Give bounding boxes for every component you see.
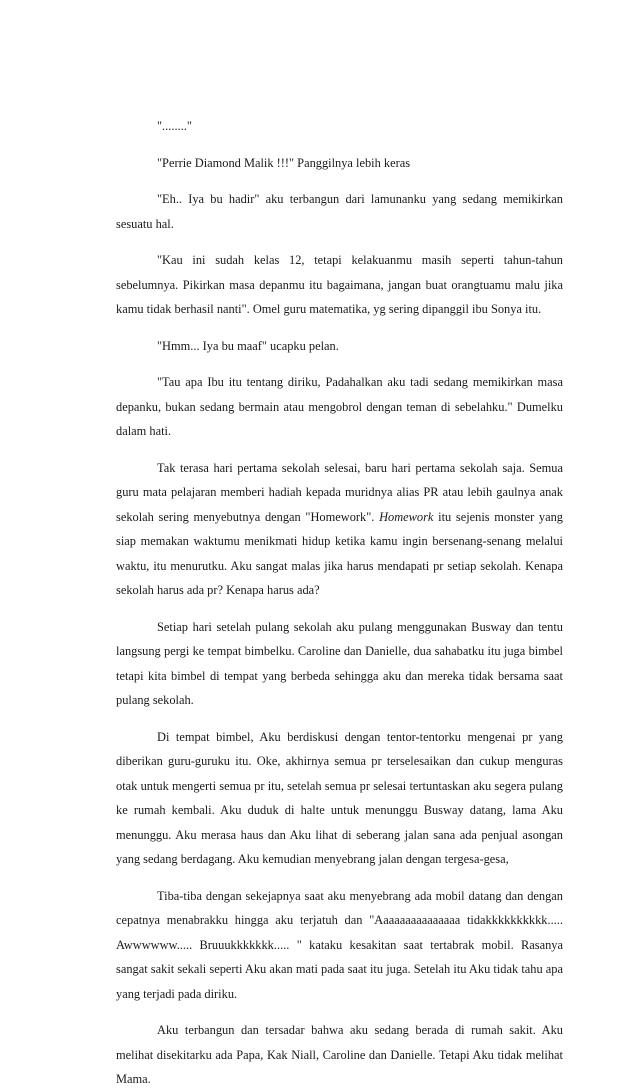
paragraph-3 — [116, 187, 563, 236]
paragraph-7 — [116, 456, 563, 603]
paragraph-text: "........" — [157, 119, 192, 133]
paragraph-11 — [116, 1018, 563, 1092]
paragraph-text: Tak terasa hari pertama sekolah selesai, baru hari pertama sekolah saja. Semua guru mata pelajaran memberi hadiah kepada muridnya alias PR atau lebih gaulnya anak sekolah sering menyebutnya dengan "Homework". — [116, 460, 563, 524]
paragraph-text: "Perrie Diamond Malik !!!" Panggilnya lebih keras — [157, 155, 411, 170]
paragraph-text: Setiap hari setelah pulang sekolah aku pulang menggunakan Busway dan tentu langsung pergi ke tempat bimbelku. Caroline dan Danielle, dua sahabatku itu juga bimbel tetapi kita bimbel di tempat yang berbeda sehingga aku dan mereka tidak bersama saat pulang sekolah. — [116, 619, 563, 707]
paragraph-8 — [116, 615, 563, 713]
paragraph-2 — [116, 151, 563, 176]
paragraph-text: "Kau ini sudah kelas 12, tetapi kelakuanmu masih seperti tahun-tahun sebelumnya. Pikirkan masa depanmu itu bagaimana, jangan buat orangtuamu malu jika kamu tidak berhasil nanti". Omel guru matematika, yg sering dipanggil ibu Sonya itu. — [116, 253, 563, 316]
paragraph-text: Tiba-tiba dengan sekejapnya saat aku menyebrang ada mobil datang dan dengan cepatnya menabrakku hingga aku terjatuh dan "Aaaaaaaaaaaaaaa tidakkkkkkkkkk..... Awwwwww..... Bruuukkkkkkk..... " kataku kesakitan saat tertabrak mobil. Rasanya sangat sakit sekali seperti Aku akan mati pada saat itu juga. Setelah itu Aku tidak tahu apa yang terjadi pada diriku. — [116, 888, 563, 1001]
paragraph-6 — [116, 370, 563, 444]
paragraph-1 — [116, 114, 563, 139]
paragraph-text: "Hmm... Iya bu maaf" ucapku pelan. — [157, 338, 339, 353]
paragraph-4 — [116, 248, 563, 322]
paragraph-text: Aku terbangun dan tersadar bahwa aku sedang berada di rumah sakit. Aku melihat disekitarku ada Papa, Kak Niall, Caroline dan Danielle. Tetapi Aku tidak melihat Mama. — [116, 1023, 563, 1086]
paragraph-text: itu sejenis monster yang siap memakan waktumu menikmati hidup ketika kamu ingin bersenang-senang melalui waktu, itu menurutku. Aku sangat malas jika harus mendapati pr setiap sekolah. Kenapa sekolah harus ada pr? Kenapa harus ada? — [116, 509, 563, 597]
paragraph-10 — [116, 884, 563, 1007]
paragraph-text: "Tau apa Ibu itu tentang diriku, Padahalkan aku tadi sedang memikirkan masa depanku, bukan sedang bermain atau mengobrol dengan teman di sebelahku." Dumelku dalam hati. — [116, 375, 563, 438]
paragraph-5 — [116, 334, 563, 359]
document-body — [116, 114, 563, 1092]
paragraph-text: "Eh.. Iya bu hadir" aku terbangun dari lamunanku yang sedang memikirkan sesuatu hal. — [116, 192, 563, 231]
paragraph-9 — [116, 725, 563, 872]
italic-term: Homework — [379, 509, 434, 524]
paragraph-text: Di tempat bimbel, Aku berdiskusi dengan tentor-tentorku mengenai pr yang diberikan guru-guruku itu. Oke, akhirnya semua pr terselesaikan dan cukup menguras otak untuk mengerti semua pr itu, setelah semua pr selesai tertuntaskan aku segera pulang ke rumah kembali. Aku duduk di halte untuk menunggu Busway datang, lama Aku menunggu. Aku merasa haus dan Aku lihat di seberang jalan sana ada penjual asongan yang sedang berdagang. Aku kemudian menyebrang jalan dengan tergesa-gesa, — [116, 729, 563, 866]
